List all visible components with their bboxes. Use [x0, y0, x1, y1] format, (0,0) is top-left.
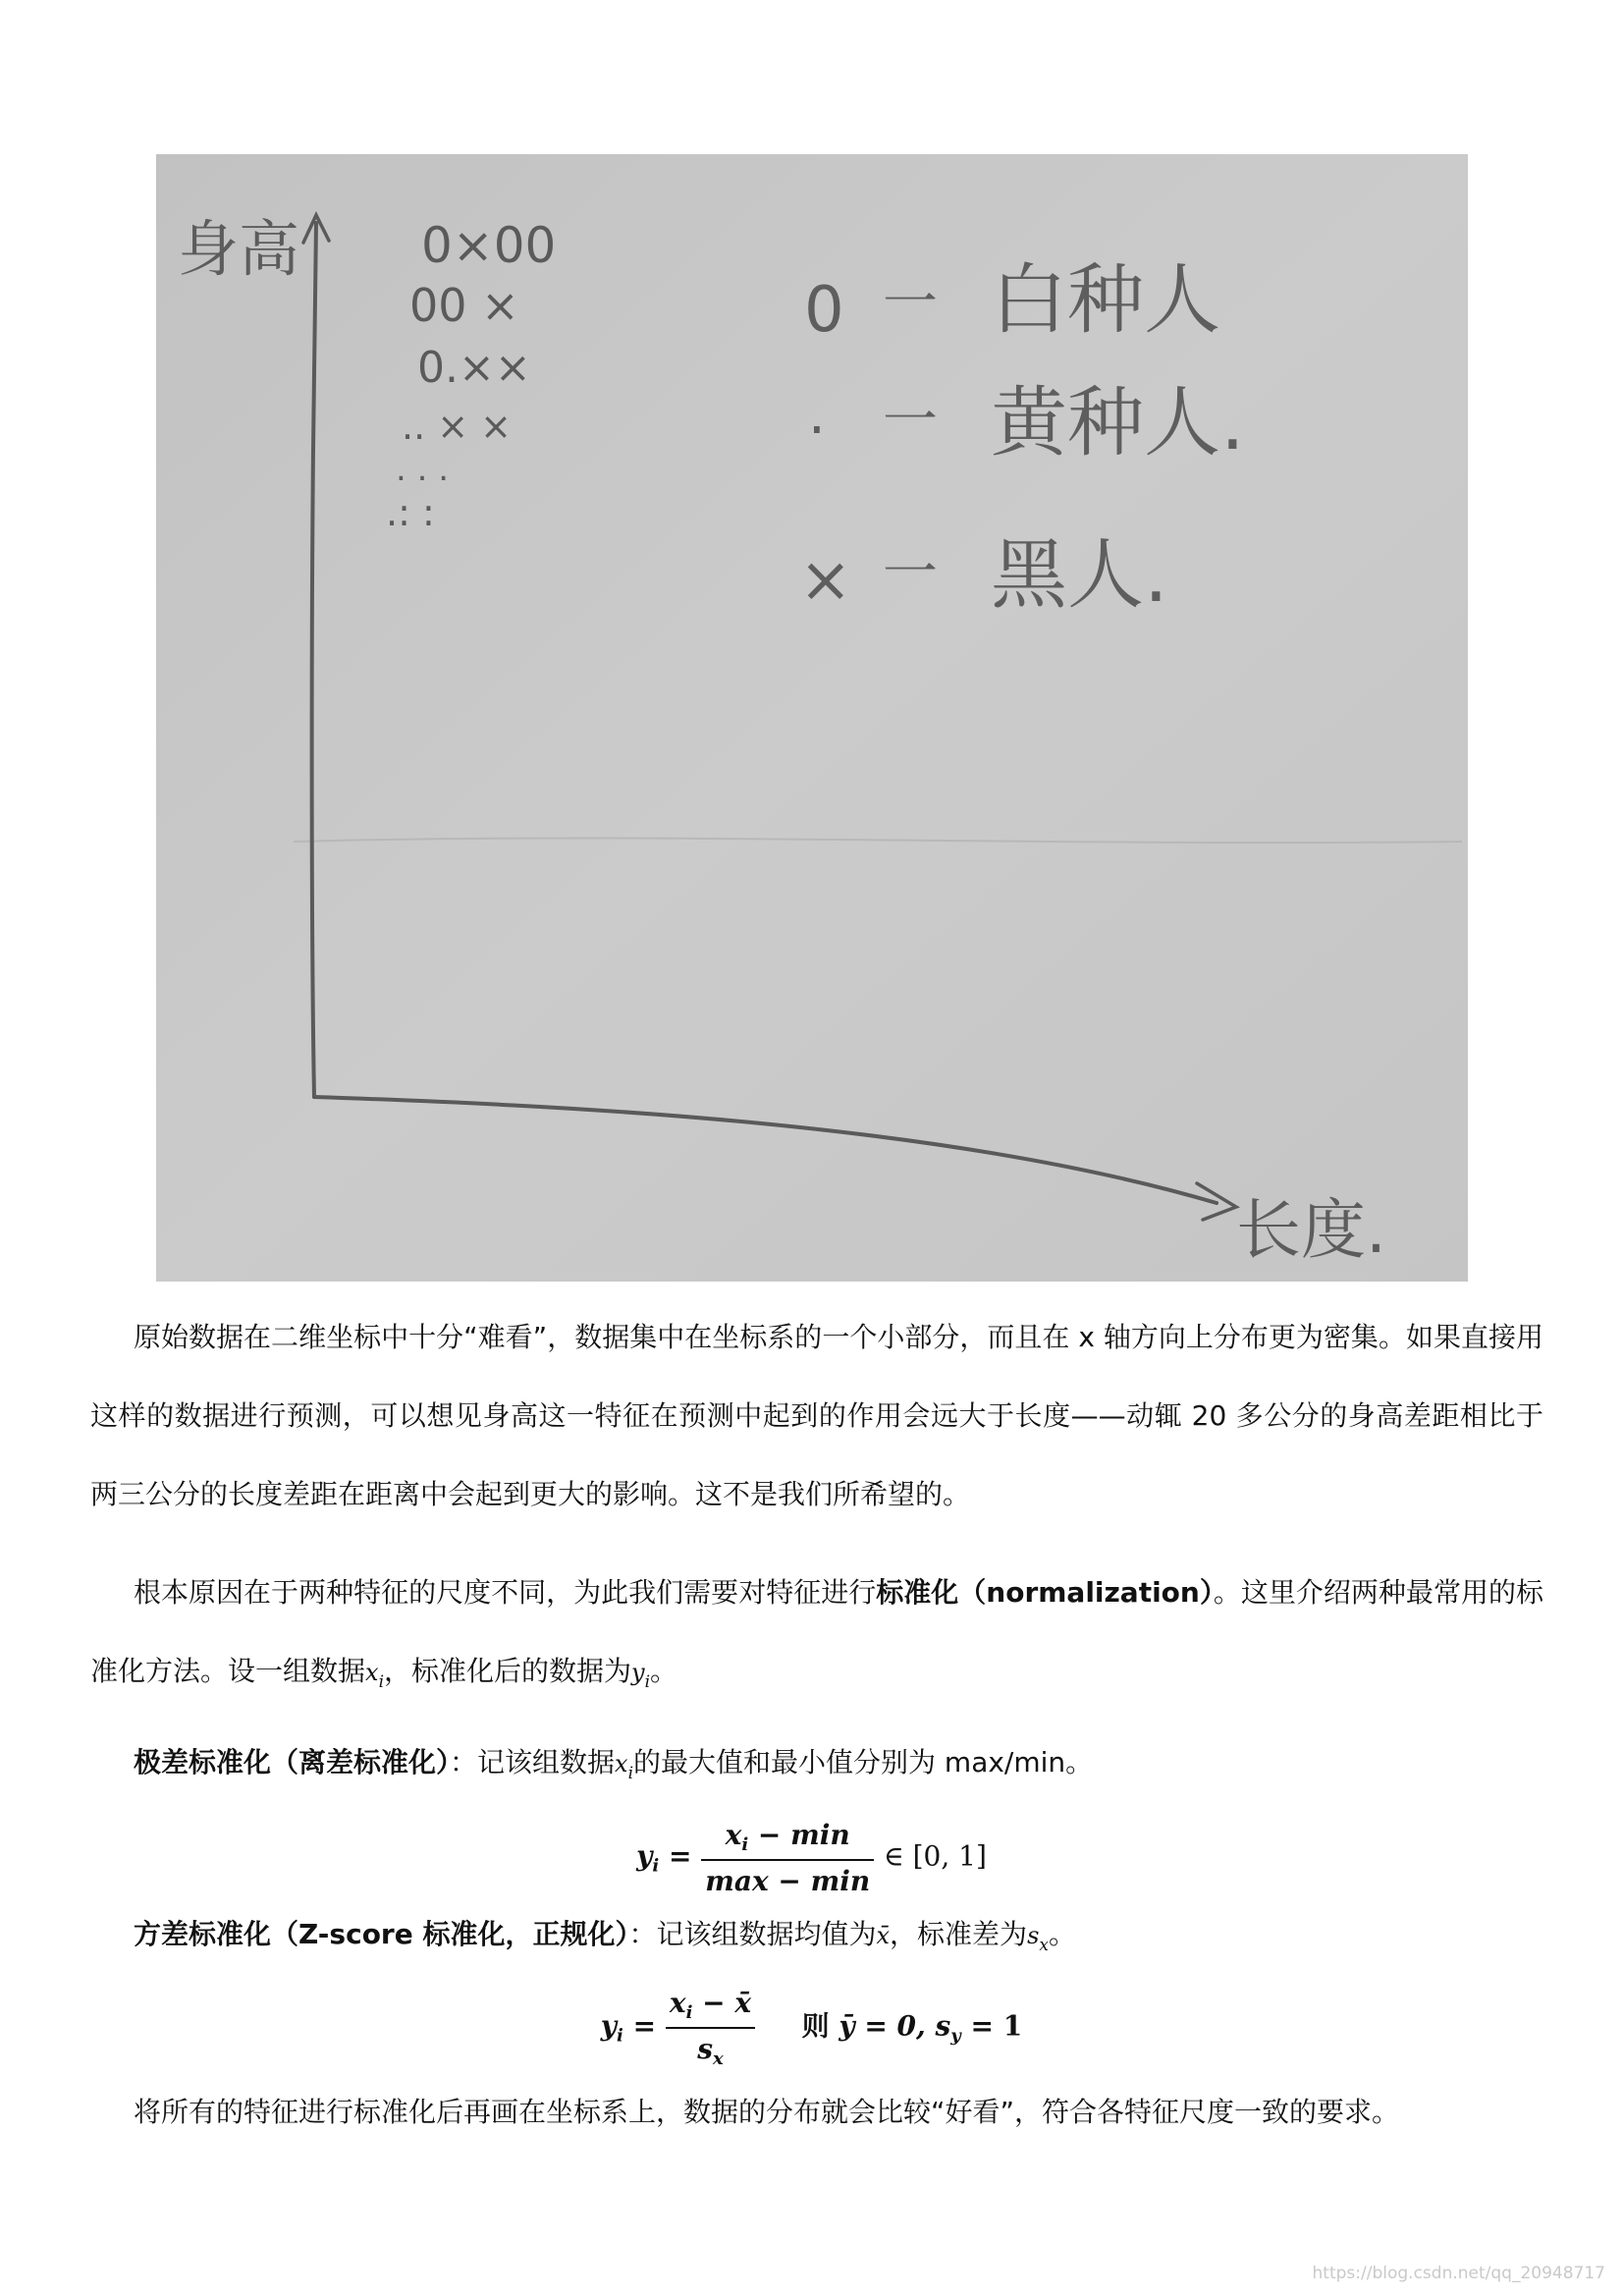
num-rest: − x̄: [692, 1987, 752, 2019]
legend-label: 黑人.: [991, 531, 1168, 620]
y-axis-label: 身高: [178, 213, 300, 285]
x-axis-label: 长度.: [1236, 1192, 1386, 1268]
scatter-row: .: :: [386, 491, 435, 534]
paragraph-zscore: [90, 1895, 1543, 1985]
formula-rhs: ∈ [0, 1]: [883, 1839, 987, 1873]
fraction-denominator: [666, 2029, 755, 2069]
math-sub: i: [378, 1672, 384, 1692]
fraction-numerator: [666, 1987, 755, 2029]
scatter-row: . . .: [396, 450, 450, 489]
formula-zscore: [0, 1987, 1623, 2069]
formula-eq: =: [668, 1839, 692, 1873]
legend-label: 黄种人.: [991, 379, 1245, 467]
bold-term: 极差标准化（离差标准化）: [134, 1746, 451, 1778]
sketch-svg: [156, 154, 1468, 1282]
legend-sep: 一: [883, 389, 938, 453]
formula-fraction: [666, 1987, 755, 2069]
formula-fraction: [701, 1819, 874, 1897]
den-s: s: [697, 2033, 713, 2065]
math-x: x: [365, 1659, 379, 1686]
math-x: x: [615, 1750, 628, 1777]
paragraph-intro: 原始数据在二维坐标中十分“难看”，数据集中在坐标系的一个小部分，而且在 x 轴方向上分布更为密集。如果直接用这样的数据进行预测，可以想见身高这一特征在预测中起到的作用会远大于长度——动辄 20 多公分的身高差距相比于两三公分的长度差距在距离中会起到更大的影响。这不是我们所希望的。: [90, 1321, 1543, 1510]
watermark: https://blog.csdn.net/qq_20948717: [1312, 2264, 1605, 2283]
math-xbar: x̄: [876, 1922, 891, 1949]
formula-eq: =: [632, 2009, 657, 2043]
formula-sub: i: [617, 2025, 623, 2047]
den-sub: x: [712, 2049, 724, 2069]
num-x: x: [669, 1987, 686, 2019]
paragraph-range-scaling: [90, 1723, 1543, 1813]
legend-sep: 一: [883, 541, 938, 605]
text: ：记该组数据: [450, 1746, 616, 1778]
legend-symbol: ×: [799, 544, 852, 617]
legend-sep: 一: [883, 271, 938, 335]
formula-rhs-sub: y: [950, 2025, 961, 2047]
formula-lhs: y: [600, 2009, 618, 2043]
paragraph-normalization: [90, 1554, 1543, 1722]
scatter-row: 0×00: [421, 217, 557, 274]
bold-term: 方差标准化（Z-score 标准化，正规化）: [134, 1918, 629, 1950]
sketch-photo: [156, 154, 1468, 1282]
text: 。: [650, 1655, 678, 1687]
text: ，标准差为: [890, 1918, 1028, 1950]
fraction-numerator: [701, 1819, 874, 1861]
math-sub: i: [627, 1764, 634, 1783]
legend-symbol: 0: [804, 274, 844, 347]
formula-rhs-end: = 1: [960, 2009, 1023, 2043]
formula-lhs: y: [636, 1839, 653, 1873]
formula-rhs: ȳ = 0, s: [839, 2009, 951, 2043]
formula-sub: i: [652, 1855, 660, 1877]
num-sub: i: [685, 2002, 693, 2023]
formula-then: 则: [801, 2009, 830, 2043]
text: 。: [1048, 1918, 1076, 1950]
scatter-row: .. × ×: [402, 405, 512, 448]
text: ：记该组数据均值为: [628, 1918, 877, 1950]
bold-term: 标准化（normalization）: [876, 1576, 1214, 1609]
text: ，标准化后的数据为: [384, 1655, 632, 1687]
scatter-row: 00 ×: [409, 279, 519, 332]
paragraph-conclusion: 将所有的特征进行标准化后再画在坐标系上，数据的分布就会比较“好看”，符合各特征尺度一致的要求。: [134, 2096, 1400, 2128]
fraction-denominator: max − min: [705, 1865, 871, 1897]
math-sub: x: [1039, 1936, 1049, 1955]
num-x: x: [725, 1819, 742, 1851]
text: 。这里介绍两种最常用的标准化方法。设一组数据: [90, 1576, 1543, 1687]
num-sub: i: [741, 1834, 749, 1855]
legend-symbol: ·: [808, 399, 826, 463]
formula-minmax: [0, 1819, 1623, 1897]
math-y: y: [631, 1659, 645, 1686]
math-s: s: [1027, 1922, 1040, 1949]
legend-label: 白种人: [991, 256, 1221, 345]
math-sub: i: [644, 1672, 651, 1692]
num-rest: − min: [748, 1819, 850, 1851]
text: 根本原因在于两种特征的尺度不同，为此我们需要对特征进行: [134, 1576, 877, 1609]
text: 的最大值和最小值分别为 max/min。: [633, 1746, 1094, 1778]
scatter-row: 0.××: [417, 343, 531, 393]
